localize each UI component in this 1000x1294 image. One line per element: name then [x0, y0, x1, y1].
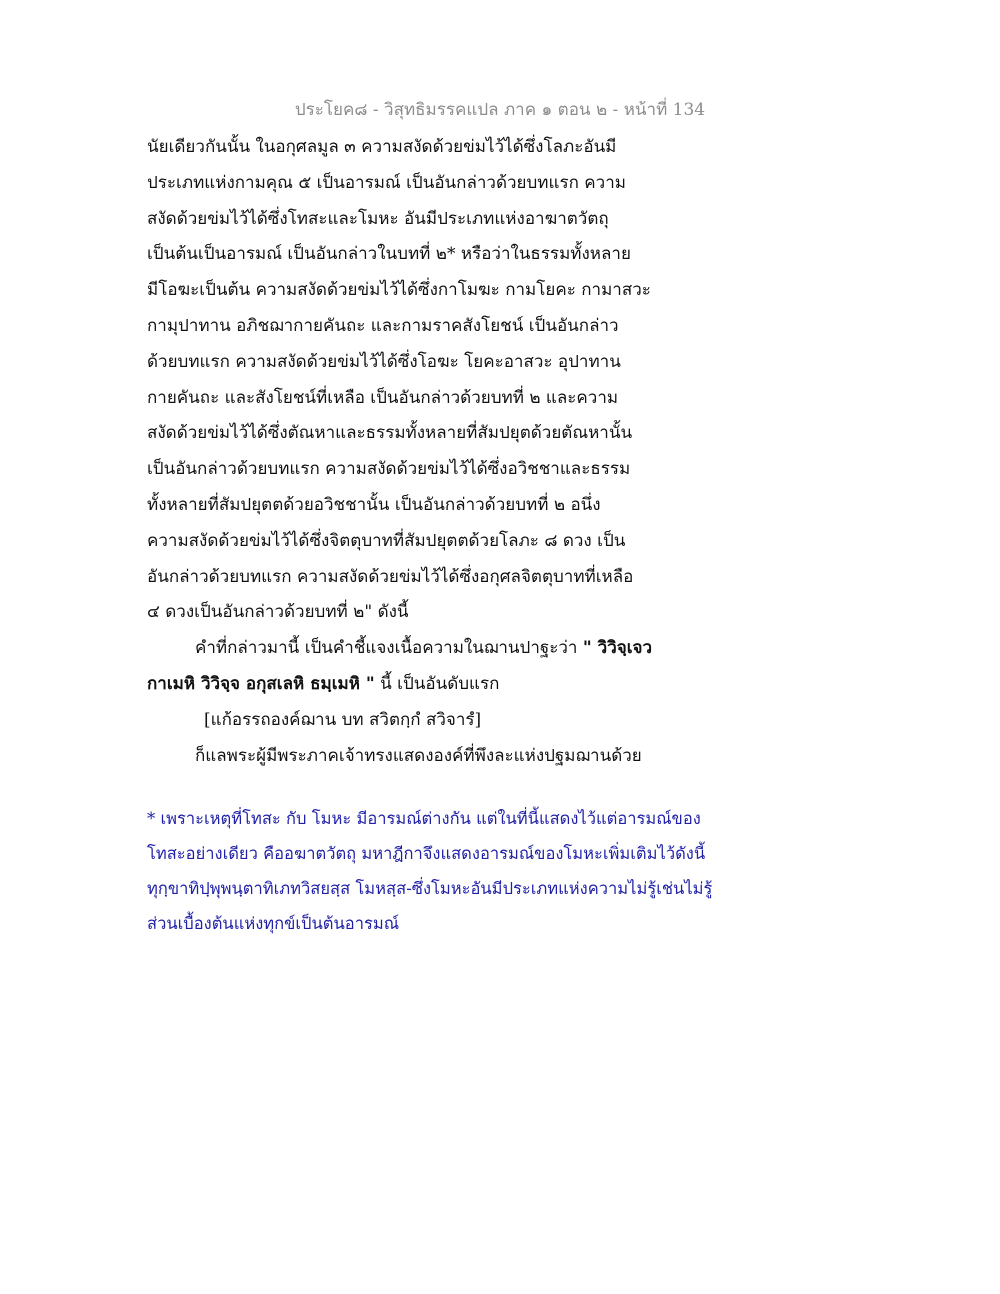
- body-line: ความสงัดด้วยข่มไว้ได้ซึ่งจิตตุบาทที่สัมปยุตตด้วยโลภะ ๘ ดวง เป็น: [147, 530, 626, 551]
- body-line: เป็นต้นเป็นอารมณ์ เป็นอันกล่าวในบทที่ ๒* หรือว่าในธรรมทั้งหลาย: [147, 244, 631, 265]
- body-line: กายคันถะ และสังโยชน์ที่เหลือ เป็นอันกล่าวด้วยบทที่ ๒ และความ: [147, 387, 619, 408]
- page-header-text: ประโยค๘ - วิสุทธิมรรคแปล ภาค ๑ ตอน ๒ - หน้าที่ 134: [294, 100, 706, 120]
- body-line: นัยเดียวกันนั้น ในอกุศลมูล ๓ ความสงัดด้วยข่มไว้ได้ซึ่งโลภะอันมี: [147, 137, 617, 157]
- paragraph-2-text: นี้ เป็นอันดับแรก: [374, 673, 500, 694]
- body-line: กามุปาทาน อภิชฌากายคันถะ และกามราคสังโยชน์ เป็นอันกล่าว: [147, 315, 619, 336]
- body-line: สงัดด้วยข่มไว้ได้ซึ่งโทสะและโมหะ อันมีประเภทแห่งอาฆาตวัตถุ: [147, 208, 609, 229]
- footnote-line: * เพราะเหตุที่โทสะ กับ โมหะ มีอารมณ์ต่างกัน แต่ในที่นี้แสดงไว้แต่อารมณ์ของ: [147, 809, 701, 828]
- body-line: สงัดด้วยข่มไว้ได้ซึ่งตัณหาและธรรมทั้งหลายที่สัมปยุตด้วยตัณหานั้น: [147, 423, 633, 444]
- body-line: อันกล่าวด้วยบทแรก ความสงัดด้วยข่มไว้ได้ซึ่งอกุศลจิตตุบาทที่เหลือ: [147, 566, 634, 587]
- paragraph-2-line-1: [147, 633, 927, 669]
- body-line: ๔ ดวงเป็นอันกล่าวด้วยบทที่ ๒" ดังนี้: [147, 602, 409, 623]
- body-line: ทั้งหลายที่สัมปยุตตด้วยอวิชชานั้น เป็นอันกล่าวด้วยบทที่ ๒ อนึ่ง: [147, 494, 601, 515]
- paragraph-2-text: คำที่กล่าวมานี้ เป็นคำชี้แจงเนื้อความในฌานปาฐะว่า: [195, 638, 583, 659]
- body-line: เป็นอันกล่าวด้วยบทแรก ความสงัดด้วยข่มไว้ได้ซึ่งอวิชชาและธรรม: [147, 459, 631, 480]
- footnote-line: ส่วนเบื้องต้นแห่งทุกข์เป็นต้นอารมณ์: [147, 914, 400, 933]
- page-header: [0, 96, 1000, 124]
- pali-quote: " วิวิจฺเจว: [582, 638, 653, 659]
- footnote-line: ทุกฺขาทิปฺพุพนฺตาทิเภทวิสยสฺส โมหสฺส-ซึ่งโมหะอันมีประเภทแห่งความไม่รู้เช่นไม่รู้: [147, 879, 713, 898]
- body-text: [147, 132, 927, 776]
- paragraph-3-line-1: ก็แลพระผู้มีพระภาคเจ้าทรงแสดงองค์ที่พึงละแห่งปฐมฌานด้วย: [195, 745, 642, 766]
- body-line: ด้วยบทแรก ความสงัดด้วยข่มไว้ได้ซึ่งโอฆะ โยคะอาสวะ อุปาทาน: [147, 351, 621, 372]
- footnote-line: โทสะอย่างเดียว คืออฆาตวัตถุ มหาฎีกาจึงแสดงอารมณ์ของโมหะเพิ่มเติมไว้ดังนี้: [147, 844, 706, 863]
- footnote: [147, 804, 967, 944]
- pali-quote: กาเมหิ วิวิจฺจ อกุสเลหิ ธมฺเมหิ ": [147, 673, 375, 694]
- section-heading: [แก้อรรถองค์ฌาน บท สวิตกฺกํ สวิจารํ]: [204, 709, 482, 730]
- body-line: มีโอฆะเป็นต้น ความสงัดด้วยข่มไว้ได้ซึ่งกาโมฆะ กามโยคะ กามาสวะ: [147, 280, 651, 301]
- paragraph-2-line-2: [147, 669, 927, 705]
- body-line: ประเภทแห่งกามคุณ ๕ เป็นอารมณ์ เป็นอันกล่าวด้วยบทแรก ความ: [147, 172, 626, 193]
